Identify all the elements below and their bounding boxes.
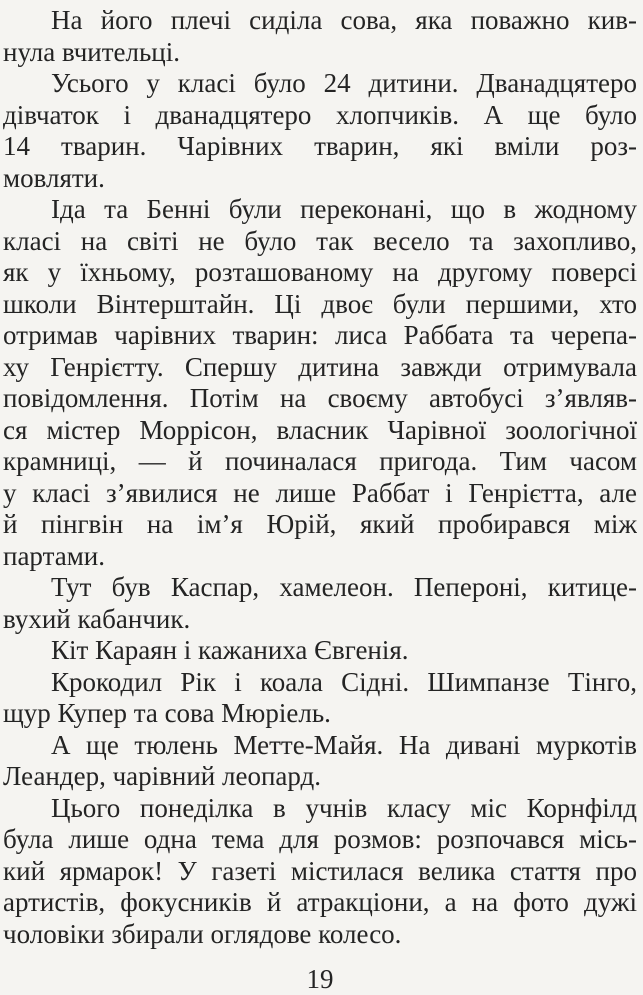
text-line: Цього понеділка в учнів класу міс Корнфілд [51, 792, 637, 823]
page-text [3, 5, 637, 950]
text-line: ху Генрієтту. Спершу дитина завжди отримувала [3, 351, 637, 382]
text-line: отримав чарівних тварин: лиса Раббата та черепа- [3, 320, 637, 350]
text-line: повідомлення. Потім на своєму автобусі з’являв- [3, 383, 637, 413]
text-line: 14 тварин. Чарівних тварин, які вміли роз- [3, 131, 637, 161]
paragraph [3, 5, 637, 68]
text-line: вухий кабанчик. [3, 603, 191, 634]
text-line: Леандер, чарівний леопард. [3, 761, 322, 791]
text-line: крамниці, — й починалася пригода. Тим часом [3, 446, 637, 476]
text-line: ся містер Моррісон, власник Чарівної зоологічної [3, 414, 637, 445]
text-line: Усього у класі було 24 дитини. Дванадцятеро [51, 68, 637, 98]
paragraph [3, 667, 637, 730]
paragraph [3, 68, 637, 194]
text-line: На його плечі сиділа сова, яка поважно кив- [51, 5, 637, 35]
paragraph [3, 194, 637, 572]
text-line: щур Купер та сова Мюріель. [3, 698, 331, 728]
text-line: школи Вінтерштайн. Ці двоє були першими, хто [3, 288, 637, 319]
text-line: у класі з’явилися не лише Раббат і Генрієтта, але [3, 477, 637, 508]
text-line: Крокодил Рік і коала Сідні. Шимпанзе Тінго, [51, 666, 637, 697]
text-line: чоловіки збирали оглядове колесо. [3, 918, 402, 949]
text-line: Тут був Каспар, хамелеон. Пепероні, китице- [51, 572, 637, 602]
text-line: дівчаток і дванадцятеро хлопчиків. А ще було [3, 99, 637, 130]
text-line: артистів, фокусників й атракціони, а на фото дужі [3, 887, 637, 917]
text-line: була лише одна тема для розмов: розпочався місь- [3, 824, 637, 854]
paragraph [3, 572, 637, 635]
text-line: А ще тюлень Метте-Майя. На дивані муркотів [51, 729, 637, 760]
paragraph [3, 793, 637, 951]
text-line: як у їхньому, розташованому на другому поверсі [3, 257, 637, 287]
paragraph [3, 730, 637, 793]
text-line: Кіт Караян і кажаниха Євгенія. [51, 635, 409, 665]
text-line: Іда та Бенні були переконані, що в жодному [51, 194, 637, 224]
page-number: 19 [306, 964, 334, 994]
text-line: класі на світі не було так весело та захопливо, [3, 225, 637, 256]
text-line: кий ярмарок! У газеті містилася велика стаття про [3, 855, 637, 886]
text-line: й пінгвін на ім’я Юрій, який пробирався між [3, 509, 637, 539]
text-line: партами. [3, 540, 105, 571]
text-line: мовляти. [3, 162, 105, 193]
text-line: нула вчительці. [3, 36, 180, 67]
paragraph [3, 635, 637, 667]
